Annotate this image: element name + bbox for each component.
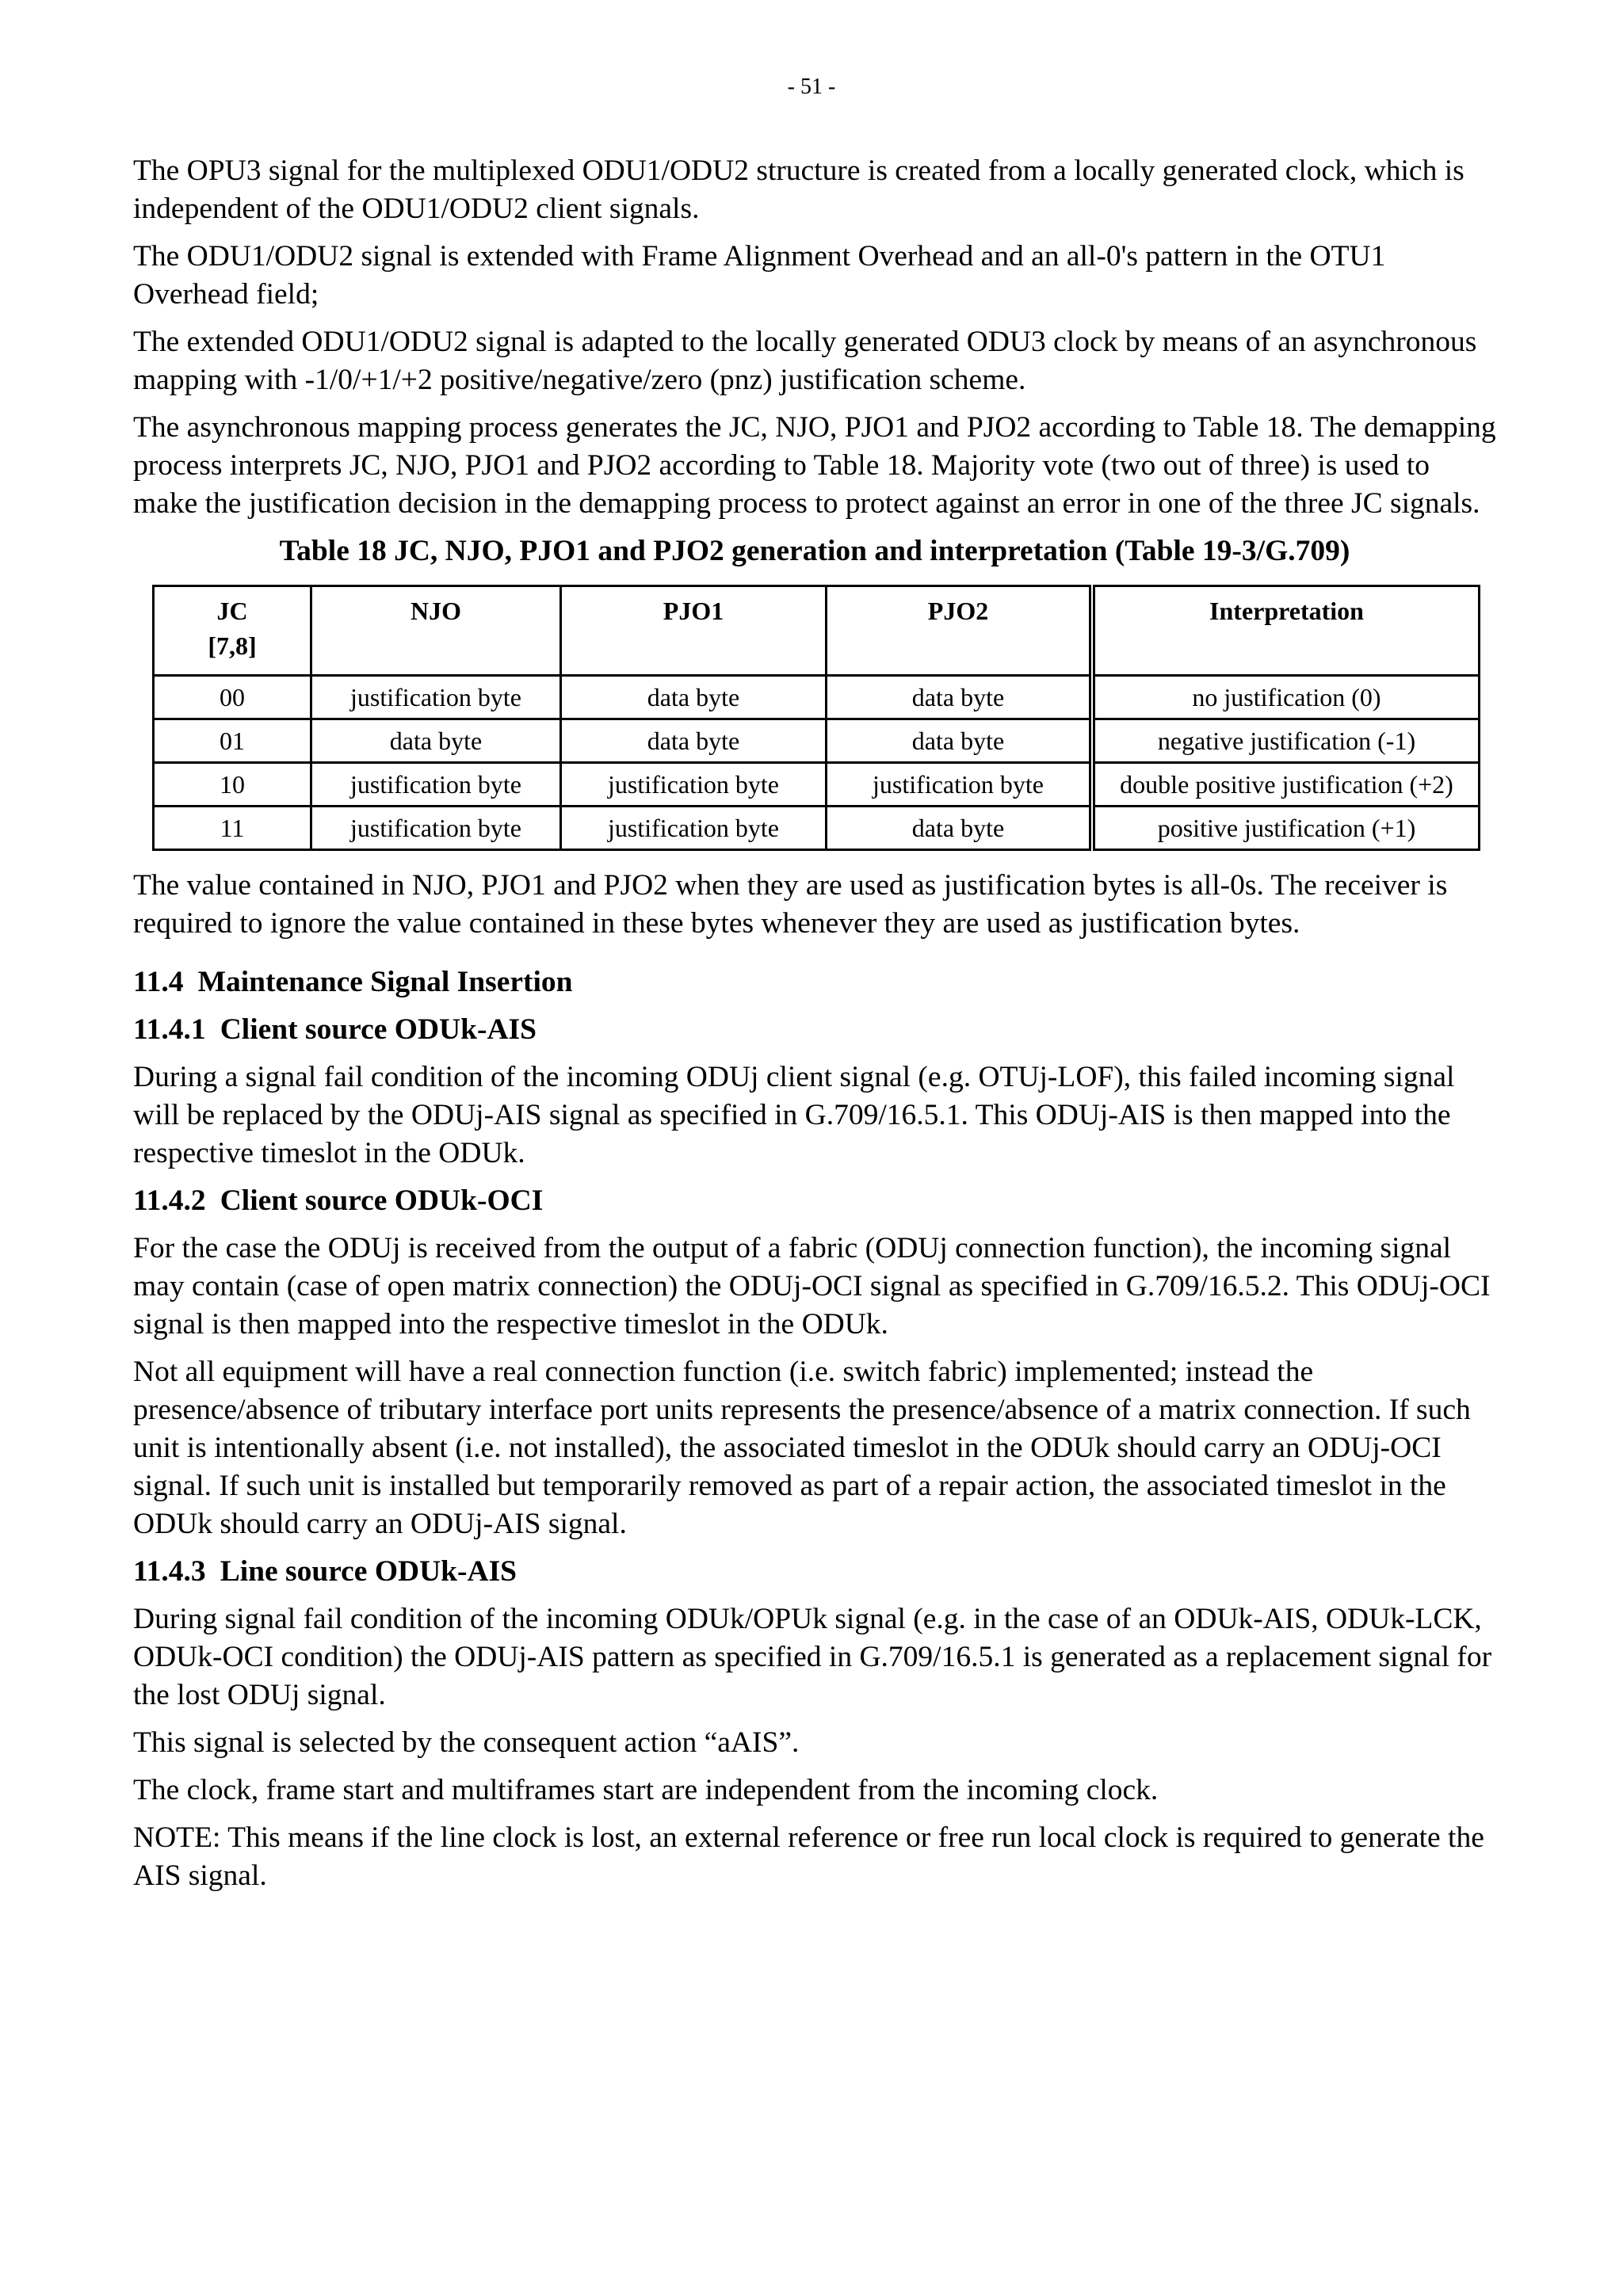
cell-njo: justification byte	[311, 676, 561, 719]
header-jc-bits: [7,8]	[208, 631, 257, 660]
table-row	[154, 763, 1480, 807]
cell-jc: 11	[154, 807, 311, 850]
header-interpretation: Interpretation	[1092, 586, 1480, 676]
cell-interpretation: no justification (0)	[1092, 676, 1480, 719]
cell-pjo2: justification byte	[827, 763, 1093, 807]
paragraph: This signal is selected by the consequent action “aAIS”.	[133, 1726, 800, 1759]
paragraph: NOTE: This means if the line clock is lost, an external reference or free run local clock is required to generate the AIS signal.	[133, 1821, 1484, 1892]
table-row	[154, 676, 1480, 719]
cell-njo: justification byte	[311, 763, 561, 807]
section-title: Line source ODUk-AIS	[220, 1555, 517, 1588]
paragraph: During a signal fail condition of the incoming ODUj client signal (e.g. OTUj-LOF), this failed incoming signal will be replaced by the ODUj-AIS signal as specified in G.709/16.5.1. This ODUj-AIS is then mapped into the respective timeslot in the ODUk.	[133, 1061, 1455, 1169]
section-number: 11.4.1	[133, 1013, 206, 1046]
cell-pjo1: justification byte	[561, 763, 827, 807]
table-header-row	[154, 586, 1480, 676]
paragraph: The value contained in NJO, PJO1 and PJO2 when they are used as justification bytes is all-0s. The receiver is required to ignore the value contained in these bytes whenever they are used as justification bytes.	[133, 869, 1448, 940]
section-heading-11-4-2	[133, 1182, 1496, 1220]
page-number: - 51 -	[787, 74, 836, 99]
section-title: Client source ODUk-OCI	[220, 1184, 544, 1217]
table-caption: Table 18 JC, NJO, PJO1 and PJO2 generation and interpretation (Table 19-3/G.709)	[279, 535, 1350, 567]
header-njo: NJO	[311, 586, 561, 676]
paragraph: Not all equipment will have a real connection function (i.e. switch fabric) implemented; instead the presence/absence of tributary interface port units represents the presence/absence of a matrix connection. If such unit is intentionally absent (i.e. not installed), the associated timeslot in the ODUk should carry an ODUj-OCI signal. If such unit is installed but temporarily removed as part of a repair action, the associated timeslot in the ODUk should carry an ODUj-AIS signal.	[133, 1356, 1471, 1540]
header-pjo1: PJO1	[561, 586, 827, 676]
justification-table	[152, 585, 1480, 851]
cell-pjo2: data byte	[827, 807, 1093, 850]
section-title: Maintenance Signal Insertion	[197, 966, 573, 998]
paragraph: The clock, frame start and multiframes start are independent from the incoming clock.	[133, 1774, 1159, 1806]
cell-interpretation: double positive justification (+2)	[1092, 763, 1480, 807]
section-title: Client source ODUk-AIS	[220, 1013, 537, 1046]
header-jc-label: JC	[216, 597, 248, 625]
paragraph: The OPU3 signal for the multiplexed ODU1/ODU2 structure is created from a locally generated clock, which is independent of the ODU1/ODU2 client signals.	[133, 154, 1465, 225]
document-body	[133, 152, 1496, 1905]
section-number: 11.4.2	[133, 1184, 206, 1217]
section-heading-11-4	[133, 963, 1496, 1001]
cell-pjo1: justification byte	[561, 807, 827, 850]
section-number: 11.4	[133, 966, 184, 998]
paragraph: The asynchronous mapping process generates the JC, NJO, PJO1 and PJO2 according to Table 18. The demapping process interprets JC, NJO, PJO1 and PJO2 according to Table 18. Majority vote (two out of three) is used to make the justification decision in the demapping process to protect against an error in one of the three JC signals.	[133, 411, 1496, 520]
cell-jc: 00	[154, 676, 311, 719]
cell-pjo2: data byte	[827, 676, 1093, 719]
paragraph: The ODU1/ODU2 signal is extended with Frame Alignment Overhead and an all-0's pattern in the OTU1 Overhead field;	[133, 240, 1386, 311]
header-jc	[154, 586, 311, 676]
paragraph: During signal fail condition of the incoming ODUk/OPUk signal (e.g. in the case of an ODUk-AIS, ODUk-LCK, ODUk-OCI condition) the ODUj-AIS pattern as specified in G.709/16.5.1 is generated as a replacement signal for the lost ODUj signal.	[133, 1603, 1492, 1711]
cell-pjo1: data byte	[561, 719, 827, 763]
paragraph: For the case the ODUj is received from the output of a fabric (ODUj connection function), the incoming signal may contain (case of open matrix connection) the ODUj-OCI signal as specified in G.709/16.5.2. This ODUj-OCI signal is then mapped into the respective timeslot in the ODUk.	[133, 1232, 1491, 1341]
cell-pjo2: data byte	[827, 719, 1093, 763]
cell-njo: data byte	[311, 719, 561, 763]
section-heading-11-4-3	[133, 1553, 1496, 1591]
cell-jc: 10	[154, 763, 311, 807]
cell-interpretation: negative justification (-1)	[1092, 719, 1480, 763]
table-row	[154, 719, 1480, 763]
cell-pjo1: data byte	[561, 676, 827, 719]
cell-interpretation: positive justification (+1)	[1092, 807, 1480, 850]
paragraph: The extended ODU1/ODU2 signal is adapted to the locally generated ODU3 clock by means of an asynchronous mapping with -1/0/+1/+2 positive/negative/zero (pnz) justification scheme.	[133, 326, 1477, 396]
section-number: 11.4.3	[133, 1555, 206, 1588]
cell-njo: justification byte	[311, 807, 561, 850]
cell-jc: 01	[154, 719, 311, 763]
header-pjo2: PJO2	[827, 586, 1093, 676]
table-row	[154, 807, 1480, 850]
section-heading-11-4-1	[133, 1011, 1496, 1049]
